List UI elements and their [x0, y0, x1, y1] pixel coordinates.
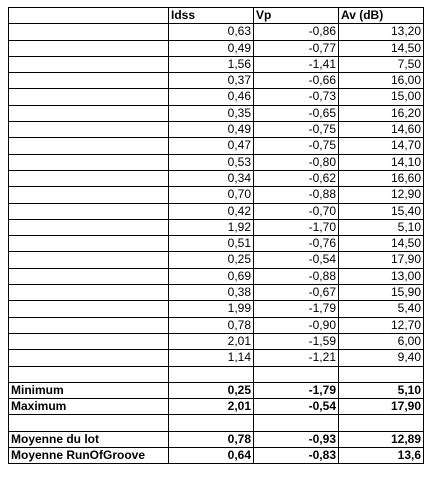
cell-vp[interactable]: -0,73 — [254, 89, 339, 105]
table-row — [9, 187, 424, 203]
cell-av[interactable]: 12,70 — [339, 317, 424, 333]
cell-idss[interactable]: 1,92 — [169, 219, 254, 235]
table-row — [9, 170, 424, 186]
cell-idss[interactable]: 0,69 — [169, 268, 254, 284]
cell-vp[interactable]: -0,80 — [254, 154, 339, 170]
cell-idss[interactable]: 0,46 — [169, 89, 254, 105]
table-row — [9, 448, 424, 464]
cell-av[interactable]: 15,40 — [339, 203, 424, 219]
cell-idss[interactable]: 0,53 — [169, 154, 254, 170]
cell-idss[interactable] — [169, 415, 254, 431]
table-row — [9, 154, 424, 170]
cell-av[interactable]: 14,60 — [339, 122, 424, 138]
header-cell-idss[interactable]: Idss — [169, 8, 254, 24]
cell-vp[interactable] — [254, 366, 339, 382]
cell-label[interactable] — [9, 252, 169, 268]
cell-idss[interactable]: 0,78 — [169, 317, 254, 333]
table-row — [9, 73, 424, 89]
cell-vp[interactable]: -1,79 — [254, 382, 339, 398]
cell-label[interactable] — [9, 24, 169, 40]
table-row — [9, 350, 424, 366]
table-row — [9, 252, 424, 268]
cell-idss[interactable]: 0,49 — [169, 122, 254, 138]
cell-label[interactable] — [9, 301, 169, 317]
cell-label[interactable] — [9, 366, 169, 382]
cell-label[interactable] — [9, 56, 169, 72]
cell-vp[interactable]: -1,59 — [254, 333, 339, 349]
cell-label[interactable] — [9, 154, 169, 170]
table-row — [9, 382, 424, 398]
cell-idss[interactable]: 2,01 — [169, 399, 254, 415]
header-cell-label[interactable] — [9, 8, 169, 24]
table-row — [9, 138, 424, 154]
cell-vp[interactable]: -0,88 — [254, 187, 339, 203]
cell-av[interactable]: 17,90 — [339, 399, 424, 415]
cell-idss[interactable]: 0,25 — [169, 252, 254, 268]
cell-idss[interactable]: 0,47 — [169, 138, 254, 154]
cell-label[interactable]: Maximum — [9, 399, 169, 415]
cell-vp[interactable]: -0,65 — [254, 105, 339, 121]
cell-label[interactable] — [9, 203, 169, 219]
cell-vp[interactable]: -1,70 — [254, 219, 339, 235]
cell-av[interactable]: 17,90 — [339, 252, 424, 268]
cell-av[interactable]: 13,6 — [339, 448, 424, 464]
table-row — [9, 89, 424, 105]
cell-av[interactable]: 13,20 — [339, 24, 424, 40]
cell-label[interactable] — [9, 415, 169, 431]
cell-av[interactable]: 16,20 — [339, 105, 424, 121]
cell-label[interactable]: Moyenne RunOfGroove — [9, 448, 169, 464]
cell-vp[interactable]: -0,75 — [254, 138, 339, 154]
cell-label[interactable] — [9, 187, 169, 203]
cell-idss[interactable]: 0,49 — [169, 40, 254, 56]
cell-av[interactable]: 14,70 — [339, 138, 424, 154]
cell-av[interactable]: 14,10 — [339, 154, 424, 170]
cell-vp[interactable]: -0,54 — [254, 399, 339, 415]
cell-idss[interactable]: 1,99 — [169, 301, 254, 317]
cell-label[interactable] — [9, 73, 169, 89]
cell-label[interactable] — [9, 317, 169, 333]
cell-idss[interactable]: 2,01 — [169, 333, 254, 349]
cell-vp[interactable]: -1,41 — [254, 56, 339, 72]
cell-label[interactable]: Minimum — [9, 382, 169, 398]
cell-vp[interactable]: -0,90 — [254, 317, 339, 333]
cell-label[interactable] — [9, 89, 169, 105]
header-row — [9, 8, 424, 24]
header-cell-av[interactable]: Av (dB) — [339, 8, 424, 24]
cell-label[interactable] — [9, 40, 169, 56]
cell-av[interactable]: 12,90 — [339, 187, 424, 203]
cell-idss[interactable]: 0,64 — [169, 448, 254, 464]
cell-idss[interactable]: 0,38 — [169, 285, 254, 301]
cell-label[interactable] — [9, 285, 169, 301]
cell-label[interactable] — [9, 236, 169, 252]
table-row — [9, 40, 424, 56]
cell-av[interactable]: 15,00 — [339, 89, 424, 105]
cell-av[interactable]: 5,10 — [339, 219, 424, 235]
cell-vp[interactable]: -0,76 — [254, 236, 339, 252]
cell-vp[interactable]: -0,62 — [254, 170, 339, 186]
cell-vp[interactable]: -0,77 — [254, 40, 339, 56]
cell-label[interactable] — [9, 350, 169, 366]
cell-label[interactable]: Moyenne du lot — [9, 431, 169, 447]
cell-av[interactable]: 5,10 — [339, 382, 424, 398]
cell-label[interactable] — [9, 333, 169, 349]
cell-idss[interactable]: 1,14 — [169, 350, 254, 366]
table-row — [9, 219, 424, 235]
cell-idss[interactable]: 0,63 — [169, 24, 254, 40]
cell-idss[interactable]: 0,34 — [169, 170, 254, 186]
cell-vp[interactable]: -0,86 — [254, 24, 339, 40]
header-cell-vp[interactable]: Vp — [254, 8, 339, 24]
table-row — [9, 236, 424, 252]
cell-idss[interactable]: 0,78 — [169, 431, 254, 447]
cell-label[interactable] — [9, 122, 169, 138]
cell-vp[interactable] — [254, 415, 339, 431]
cell-av[interactable]: 14,50 — [339, 236, 424, 252]
table-row — [9, 285, 424, 301]
cell-idss[interactable]: 0,70 — [169, 187, 254, 203]
cell-label[interactable] — [9, 138, 169, 154]
cell-av[interactable]: 14,50 — [339, 40, 424, 56]
table-row — [9, 122, 424, 138]
cell-vp[interactable]: -0,66 — [254, 73, 339, 89]
cell-av[interactable]: 16,60 — [339, 170, 424, 186]
table-row — [9, 268, 424, 284]
cell-label[interactable] — [9, 105, 169, 121]
cell-idss[interactable]: 0,51 — [169, 236, 254, 252]
cell-vp[interactable]: -0,67 — [254, 285, 339, 301]
cell-vp[interactable]: -0,88 — [254, 268, 339, 284]
cell-idss[interactable]: 0,42 — [169, 203, 254, 219]
cell-av[interactable]: 7,50 — [339, 56, 424, 72]
cell-idss[interactable]: 0,25 — [169, 382, 254, 398]
cell-av[interactable] — [339, 366, 424, 382]
table-row — [9, 366, 424, 382]
table-row — [9, 317, 424, 333]
cell-vp[interactable]: -0,70 — [254, 203, 339, 219]
cell-idss[interactable]: 0,35 — [169, 105, 254, 121]
cell-vp[interactable]: -1,79 — [254, 301, 339, 317]
table-row — [9, 56, 424, 72]
cell-av[interactable]: 12,89 — [339, 431, 424, 447]
table-row — [9, 105, 424, 121]
cell-av[interactable]: 6,00 — [339, 333, 424, 349]
table-row — [9, 399, 424, 415]
table-row — [9, 24, 424, 40]
cell-av[interactable]: 13,00 — [339, 268, 424, 284]
cell-label[interactable] — [9, 219, 169, 235]
spreadsheet-table — [8, 7, 424, 464]
cell-av[interactable] — [339, 415, 424, 431]
cell-label[interactable] — [9, 268, 169, 284]
cell-av[interactable]: 15,90 — [339, 285, 424, 301]
cell-vp[interactable]: -0,93 — [254, 431, 339, 447]
table-row — [9, 333, 424, 349]
cell-idss[interactable]: 1,56 — [169, 56, 254, 72]
table-row — [9, 431, 424, 447]
cell-av[interactable]: 5,40 — [339, 301, 424, 317]
cell-idss[interactable]: 0,37 — [169, 73, 254, 89]
cell-vp[interactable]: -0,54 — [254, 252, 339, 268]
table-row — [9, 203, 424, 219]
cell-av[interactable]: 9,40 — [339, 350, 424, 366]
cell-vp[interactable]: -0,75 — [254, 122, 339, 138]
table-row — [9, 301, 424, 317]
table-row — [9, 415, 424, 431]
cell-vp[interactable]: -0,83 — [254, 448, 339, 464]
cell-vp[interactable]: -1,21 — [254, 350, 339, 366]
spreadsheet-body — [9, 8, 424, 464]
cell-av[interactable]: 16,00 — [339, 73, 424, 89]
cell-idss[interactable] — [169, 366, 254, 382]
cell-label[interactable] — [9, 170, 169, 186]
